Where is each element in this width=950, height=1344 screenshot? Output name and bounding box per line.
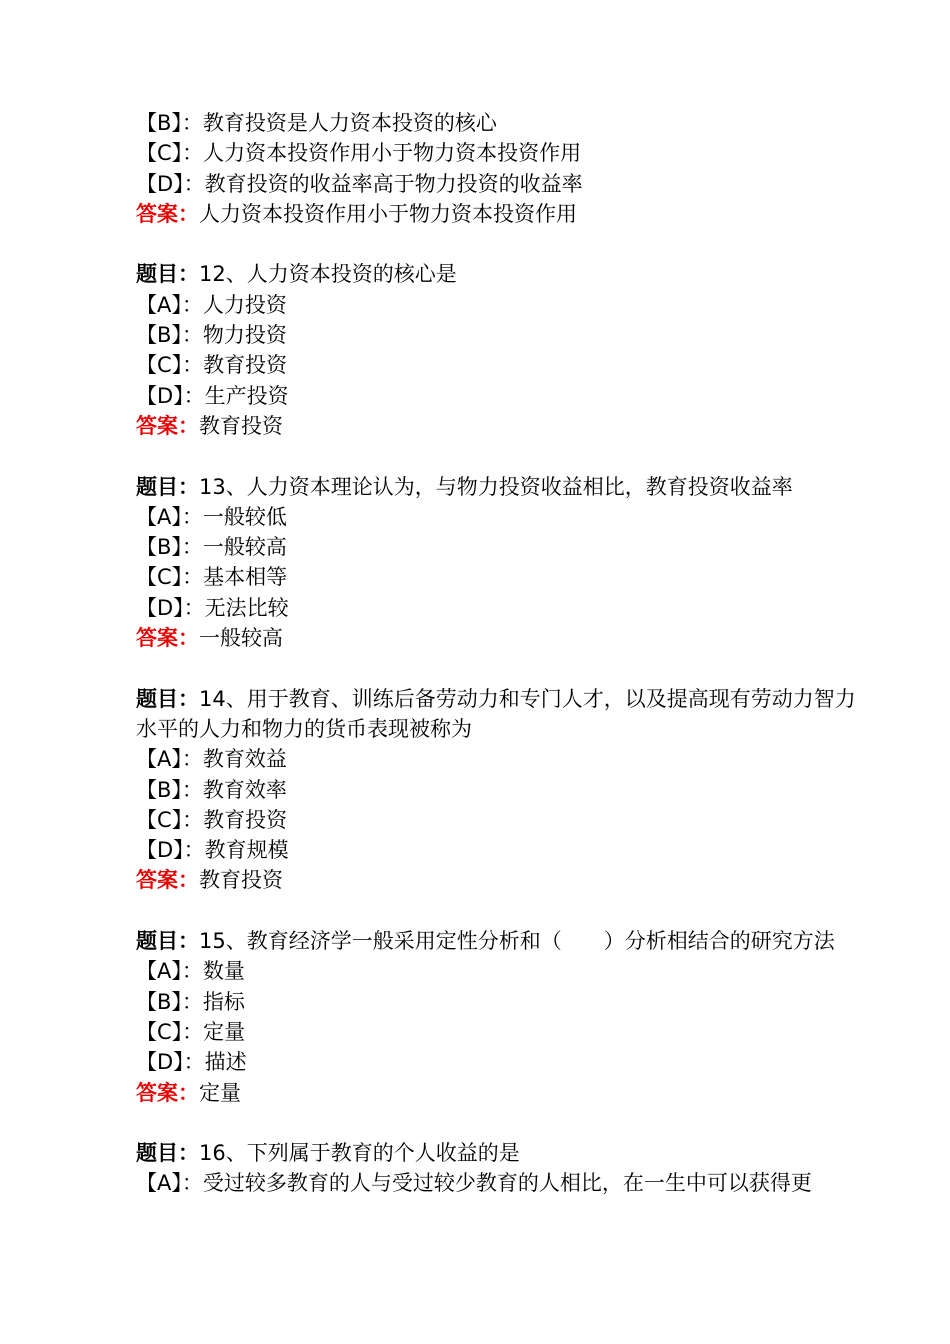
option-c [136, 805, 866, 835]
option-key: 【B】 [136, 111, 182, 135]
option-d [136, 1047, 866, 1077]
option-text: 一般较低 [202, 504, 287, 529]
question-11-tail [136, 108, 866, 229]
option-text: 人力资本投资作用小于物力资本投资作用 [203, 141, 582, 166]
option-separator: ： [182, 565, 204, 590]
option-separator: ： [181, 777, 203, 802]
answer-line [136, 1078, 866, 1108]
option-b [136, 775, 866, 805]
option-key: 【B】 [136, 777, 182, 802]
option-b [136, 108, 866, 138]
option-c [136, 350, 866, 380]
option-key: 【A】 [136, 959, 182, 984]
option-text: 教育投资 [203, 353, 288, 378]
option-separator: ： [181, 111, 203, 135]
option-separator: ： [183, 595, 205, 620]
option-key: 【B】 [136, 535, 182, 560]
option-key: 【C】 [136, 353, 183, 378]
question-15 [136, 926, 866, 1108]
option-key: 【A】 [136, 292, 182, 317]
option-text: 基本相等 [203, 565, 288, 590]
answer-text: 一般较高 [199, 626, 283, 651]
option-text: 物力投资 [202, 323, 287, 348]
option-d [136, 835, 866, 865]
option-text: 受过较多教育的人与受过较少教育的人相比，在一生中可以获得更 [202, 1171, 812, 1196]
option-separator: ： [181, 535, 203, 560]
option-c [136, 562, 866, 592]
question-line [136, 926, 866, 956]
option-separator: ： [183, 171, 205, 196]
option-separator: ： [183, 1050, 205, 1075]
question-12 [136, 259, 866, 441]
option-text: 教育投资是人力资本投资的核心 [202, 111, 497, 135]
option-b [136, 987, 866, 1017]
option-text: 教育投资 [203, 807, 288, 832]
option-key: 【D】 [136, 171, 184, 196]
question-text: 15、教育经济学一般采用定性分析和（ ）分析相结合的研究方法 [199, 929, 835, 954]
option-separator: ： [181, 504, 203, 529]
option-a [136, 956, 866, 986]
option-separator: ： [182, 141, 204, 166]
option-d [136, 381, 866, 411]
option-d [136, 169, 866, 199]
option-separator: ： [183, 383, 205, 408]
question-line [136, 684, 866, 745]
question-label: 题目： [136, 929, 199, 954]
answer-label: 答案： [136, 413, 199, 438]
option-separator: ： [181, 989, 203, 1014]
option-b [136, 320, 866, 350]
answer-text: 教育投资 [199, 413, 283, 438]
option-key: 【A】 [136, 1171, 182, 1196]
answer-text: 人力资本投资作用小于物力资本投资作用 [199, 201, 577, 226]
option-separator: ： [181, 959, 203, 984]
question-label: 题目： [136, 1141, 199, 1166]
question-text: 14、用于教育、训练后备劳动力和专门人才，以及提高现有劳动力智力水平的人力和物力的货币表现被称为 [136, 686, 856, 741]
option-text: 一般较高 [202, 535, 287, 560]
option-key: 【B】 [136, 989, 182, 1014]
option-text: 教育投资的收益率高于物力投资的收益率 [204, 171, 583, 196]
answer-line [136, 865, 866, 895]
document-page [136, 108, 866, 1199]
question-14 [136, 684, 866, 896]
option-text: 无法比较 [204, 595, 289, 620]
question-text: 12、人力资本投资的核心是 [199, 262, 457, 287]
option-text: 教育效率 [202, 777, 287, 802]
option-separator: ： [181, 323, 203, 348]
answer-text: 教育投资 [199, 868, 283, 893]
option-c [136, 138, 866, 168]
option-key: 【A】 [136, 504, 182, 529]
option-a [136, 290, 866, 320]
question-label: 题目： [136, 686, 199, 711]
option-separator: ： [182, 1019, 204, 1044]
option-text: 生产投资 [204, 383, 289, 408]
option-separator: ： [181, 292, 203, 317]
option-key: 【C】 [136, 141, 183, 166]
question-line [136, 1138, 866, 1168]
option-separator: ： [181, 1171, 203, 1196]
option-key: 【C】 [136, 1019, 183, 1044]
option-key: 【D】 [136, 383, 184, 408]
option-key: 【D】 [136, 595, 184, 620]
question-line [136, 472, 866, 502]
option-separator: ： [181, 747, 203, 772]
option-text: 数量 [202, 959, 245, 984]
answer-label: 答案： [136, 868, 199, 893]
option-a [136, 744, 866, 774]
option-key: 【D】 [136, 838, 184, 863]
option-d [136, 593, 866, 623]
option-a [136, 1168, 866, 1198]
option-key: 【A】 [136, 747, 182, 772]
answer-text: 定量 [199, 1080, 241, 1105]
question-line [136, 259, 866, 289]
option-text: 指标 [202, 989, 245, 1014]
option-separator: ： [182, 353, 204, 378]
option-text: 人力投资 [202, 292, 287, 317]
answer-label: 答案： [136, 1080, 199, 1105]
question-16 [136, 1138, 866, 1199]
option-separator: ： [183, 838, 205, 863]
answer-label: 答案： [136, 201, 199, 226]
option-key: 【D】 [136, 1050, 184, 1075]
option-text: 教育规模 [204, 838, 289, 863]
option-text: 描述 [204, 1050, 247, 1075]
option-key: 【B】 [136, 323, 182, 348]
answer-line [136, 411, 866, 441]
question-text: 16、下列属于教育的个人收益的是 [199, 1141, 520, 1166]
question-label: 题目： [136, 262, 199, 287]
option-separator: ： [182, 807, 204, 832]
option-text: 教育效益 [202, 747, 287, 772]
option-a [136, 502, 866, 532]
answer-line [136, 199, 866, 229]
option-text: 定量 [203, 1019, 246, 1044]
option-key: 【C】 [136, 807, 183, 832]
option-b [136, 532, 866, 562]
answer-label: 答案： [136, 626, 199, 651]
answer-line [136, 623, 866, 653]
question-13 [136, 472, 866, 654]
question-label: 题目： [136, 474, 199, 499]
option-key: 【C】 [136, 565, 183, 590]
question-text: 13、人力资本理论认为，与物力投资收益相比，教育投资收益率 [199, 474, 793, 499]
option-c [136, 1017, 866, 1047]
